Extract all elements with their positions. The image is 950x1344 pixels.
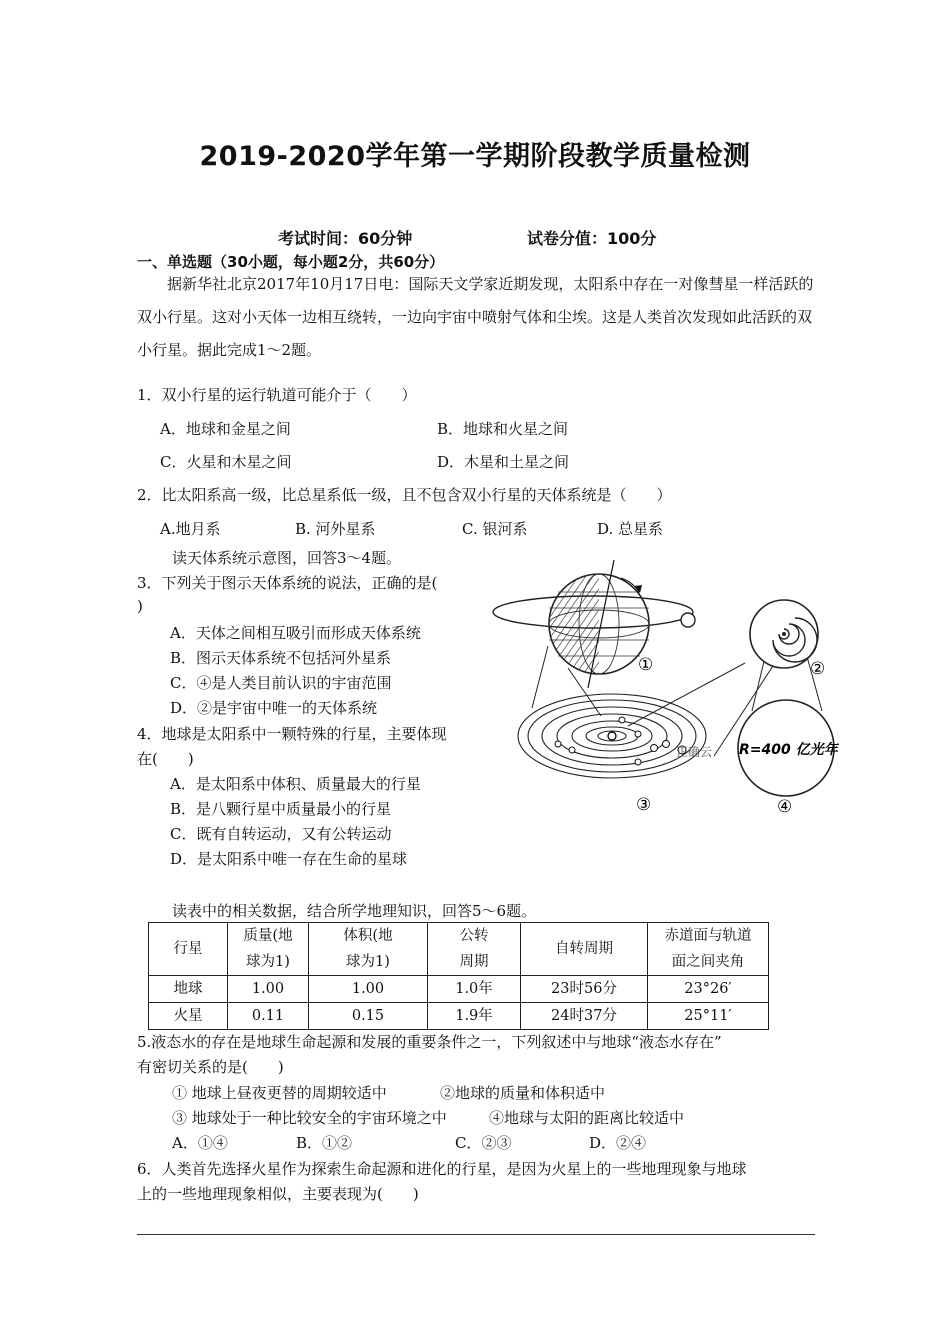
- q2-stem: 2．比太阳系高一级，比总星系低一级，且不包含双小行星的天体系统是（ ）: [137, 486, 672, 504]
- q5-stem: 5.液态水的存在是地球生命起源和发展的重要条件之一，下列叙述中与地球“液态水存在”: [137, 1033, 722, 1051]
- q5-statement-1: ① 地球上昼夜更替的周期较适中: [172, 1084, 387, 1102]
- figure-label-4: ④: [777, 797, 793, 817]
- q3-option-a: A．天体之间相互吸引而形成天体系统: [170, 624, 421, 642]
- q1-option-a: A．地球和金星之间: [160, 420, 291, 438]
- earth-moon-system: [493, 560, 695, 688]
- celestial-system-figure: [488, 548, 848, 818]
- footer-rule: [137, 1234, 815, 1235]
- q5-option-a: A．①④: [172, 1134, 228, 1152]
- figure-label-2: ②: [810, 659, 826, 679]
- table-cell: 24时37分: [521, 1003, 648, 1030]
- q3-stem-end: ): [137, 597, 143, 615]
- q4-option-c: C．既有自转运动，又有公转运动: [170, 825, 392, 843]
- q5-option-d: D．②④: [589, 1134, 647, 1152]
- table-header-cell: 行星: [149, 923, 228, 976]
- exam-score: 试卷分值：100分: [527, 229, 657, 248]
- q4-option-d: D．是太阳系中唯一存在生命的星球: [170, 850, 408, 868]
- q3-option-b: B．图示天体系统不包括河外星系: [170, 649, 392, 667]
- q4-option-a: A．是太阳系中体积、质量最大的行星: [170, 775, 421, 793]
- q2-option-c: C. 银河系: [462, 520, 528, 538]
- table-row: [149, 1003, 769, 1030]
- q3-option-d: D．②是宇宙中唯一的天体系统: [170, 699, 378, 717]
- solar-system-icon: [518, 694, 712, 815]
- q1-option-b: B．地球和火星之间: [437, 420, 569, 438]
- universe-icon: [738, 700, 840, 817]
- table-header-row: [149, 923, 769, 976]
- table-header-cell: 公转 周期: [428, 923, 521, 976]
- page-title: 2019-2020学年第一学期阶段教学质量检测: [199, 141, 751, 172]
- table-cell: 0.15: [309, 1003, 428, 1030]
- table-header-cell: 自转周期: [521, 923, 648, 976]
- passage-1: 据新华社北京2017年10月17日电：国际天文学家近期发现，太阳系中存在一对像彗星一样活跃的双小行星。这对小天体一边相互绕转，一边向宇宙中喷射气体和尘埃。这是人类首次发现如此活跃的双小行星。据此完成1～2题。: [137, 275, 814, 359]
- table-header-cell: 质量(地 球为1): [228, 923, 309, 976]
- table-cell: 0.11: [228, 1003, 309, 1030]
- q5-option-b: B．①②: [296, 1134, 353, 1152]
- figure-label-3: ③: [636, 795, 652, 815]
- q5-statement-3: ③ 地球处于一种比较安全的宇宙环境之中: [172, 1109, 447, 1127]
- q2-option-b: B. 河外星系: [295, 520, 376, 538]
- q2-option-d: D. 总星系: [597, 520, 664, 538]
- q4-stem: 4．地球是太阳系中一颗特殊的行星，主要体现: [137, 725, 447, 743]
- table-cell: 地球: [149, 976, 228, 1003]
- planet-data-table: [148, 922, 769, 1030]
- q4-option-b: B．是八颗行星中质量最小的行星: [170, 800, 392, 818]
- table-header-cell: 体积(地 球为1): [309, 923, 428, 976]
- figure-label-1: ①: [638, 655, 654, 675]
- galaxy-icon: [750, 600, 825, 679]
- q1-stem: 1．双小行星的运行轨道可能介于（ ）: [137, 386, 417, 404]
- table-cell: 25°11′: [648, 1003, 769, 1030]
- q1-option-d: D．木星和土星之间: [437, 453, 570, 471]
- q6-stem-end: 上的一些地理现象相似，主要表现为( ): [137, 1185, 419, 1203]
- q6-stem: 6．人类首先选择火星作为探索生命起源和进化的行星，是因为火星上的一些地理现象与地球: [137, 1160, 747, 1178]
- q5-stem-end: 有密切关系的是( ): [137, 1058, 284, 1076]
- q5-statement-2: ②地球的质量和体积适中: [440, 1084, 606, 1102]
- intro-q5-6: 读表中的相关数据，结合所学地理知识，回答5～6题。: [172, 902, 537, 920]
- exam-time: 考试时间：60分钟: [278, 229, 413, 248]
- moon-icon: [681, 613, 695, 627]
- table-cell: 23时56分: [521, 976, 648, 1003]
- table-cell: 1.00: [228, 976, 309, 1003]
- section-heading: 一、单选题（30小题，每小题2分，共60分）: [137, 253, 445, 271]
- table-row: [149, 976, 769, 1003]
- q2-option-a: A.地月系: [160, 520, 221, 538]
- q4-stem-end: 在( ): [137, 750, 194, 768]
- q3-stem: 3．下列关于图示天体系统的说法，正确的是(: [137, 574, 438, 592]
- q1-option-c: C．火星和木星之间: [160, 453, 292, 471]
- table-cell: 1.00: [309, 976, 428, 1003]
- table-cell: 1.9年: [428, 1003, 521, 1030]
- table-cell: 1.0年: [428, 976, 521, 1003]
- q5-option-c: C．②③: [455, 1134, 512, 1152]
- q5-statement-4: ④地球与太阳的距离比较适中: [489, 1109, 685, 1127]
- intro-q3-4: 读天体系统示意图，回答3～4题。: [172, 549, 402, 567]
- table-cell: 火星: [149, 1003, 228, 1030]
- q3-option-c: C．④是人类目前认识的宇宙范围: [170, 674, 392, 692]
- table-cell: 23°26′: [648, 976, 769, 1003]
- table-header-cell: 赤道面与轨道 面之间夹角: [648, 923, 769, 976]
- universe-radius-label: R=400 亿光年: [739, 742, 838, 758]
- figure-watermark: 正确云: [676, 745, 713, 759]
